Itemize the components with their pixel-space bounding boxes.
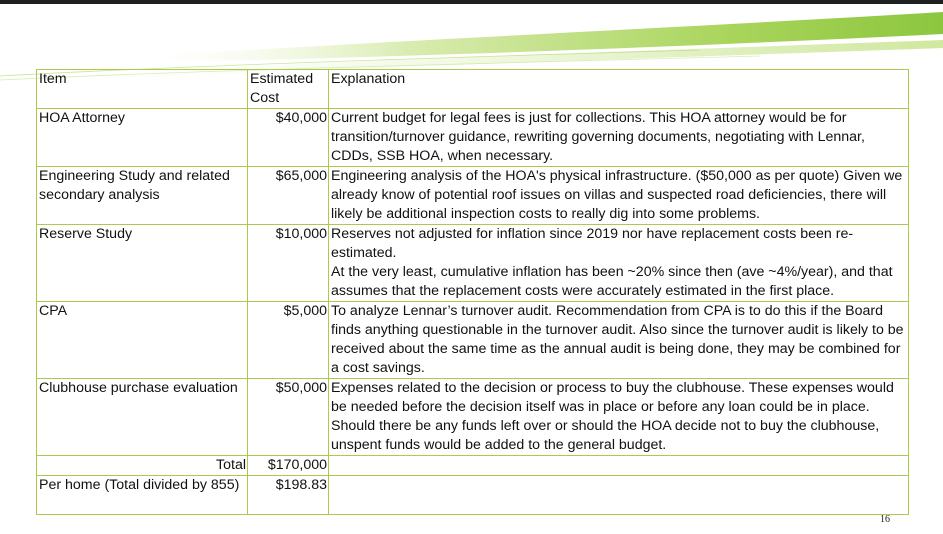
row-explanation: To analyze Lennar’s turnover audit. Recommendation from CPA is to do this if the Board finds anything questionable in the turnover audit. Also since the turnover audit is likely to be received about the same time as the annual audit is being done, they may be combined for a cost savings. xyxy=(329,302,909,379)
row-cost: $5,000 xyxy=(248,302,329,379)
table-row xyxy=(37,379,909,456)
row-item: Engineering Study and related secondary analysis xyxy=(37,167,248,225)
table-header-row xyxy=(37,70,909,109)
row-explanation: Engineering analysis of the HOA's physical infrastructure. ($50,000 as per quote) Given we already know of potential roof issues on villas and suspected road deficiencies, there will likely be additional inspection costs to really dig into some problems. xyxy=(329,167,909,225)
table-row xyxy=(37,302,909,379)
row-cost: $50,000 xyxy=(248,379,329,456)
total-row xyxy=(37,456,909,476)
per-home-value: $198.83 xyxy=(248,476,329,515)
row-cost: $65,000 xyxy=(248,167,329,225)
row-explanation-paragraph: Reserves not adjusted for inflation since 2019 nor have replacement costs been re-estimated. xyxy=(331,226,854,261)
per-home-label: Per home (Total divided by 855) xyxy=(37,476,248,515)
total-empty-cell xyxy=(329,456,909,476)
budget-table xyxy=(36,69,909,515)
table-row xyxy=(37,109,909,167)
row-item: Clubhouse purchase evaluation xyxy=(37,379,248,456)
row-explanation xyxy=(329,225,909,302)
row-item: HOA Attorney xyxy=(37,109,248,167)
row-explanation: Current budget for legal fees is just for collections. This HOA attorney would be for transition/turnover guidance, rewriting governing documents, negotiating with Lennar, CDDs, SSB HOA, when necessary. xyxy=(329,109,909,167)
header-explanation: Explanation xyxy=(329,70,909,109)
header-estimated-cost: Estimated Cost xyxy=(248,70,329,109)
table-row xyxy=(37,225,909,302)
row-explanation: Expenses related to the decision or process to buy the clubhouse. These expenses would be needed before the decision itself was in place or before any loan could be in place. Should there be any funds left over or should the HOA decide not to buy the clubhouse, unspent funds would be added to the general budget. xyxy=(329,379,909,456)
row-cost: $40,000 xyxy=(248,109,329,167)
page-number: 16 xyxy=(880,514,890,525)
row-explanation-paragraph: At the very least, cumulative inflation has been ~20% since then (ave ~4%/year), and that assumes that the replacement costs were accurately estimated in the first place. xyxy=(331,264,893,299)
header-item: Item xyxy=(37,70,248,109)
table-row xyxy=(37,167,909,225)
row-cost: $10,000 xyxy=(248,225,329,302)
row-item: CPA xyxy=(37,302,248,379)
row-item: Reserve Study xyxy=(37,225,248,302)
total-value: $170,000 xyxy=(248,456,329,476)
per-home-empty-cell xyxy=(329,476,909,515)
per-home-row xyxy=(37,476,909,515)
total-label: Total xyxy=(37,456,248,476)
